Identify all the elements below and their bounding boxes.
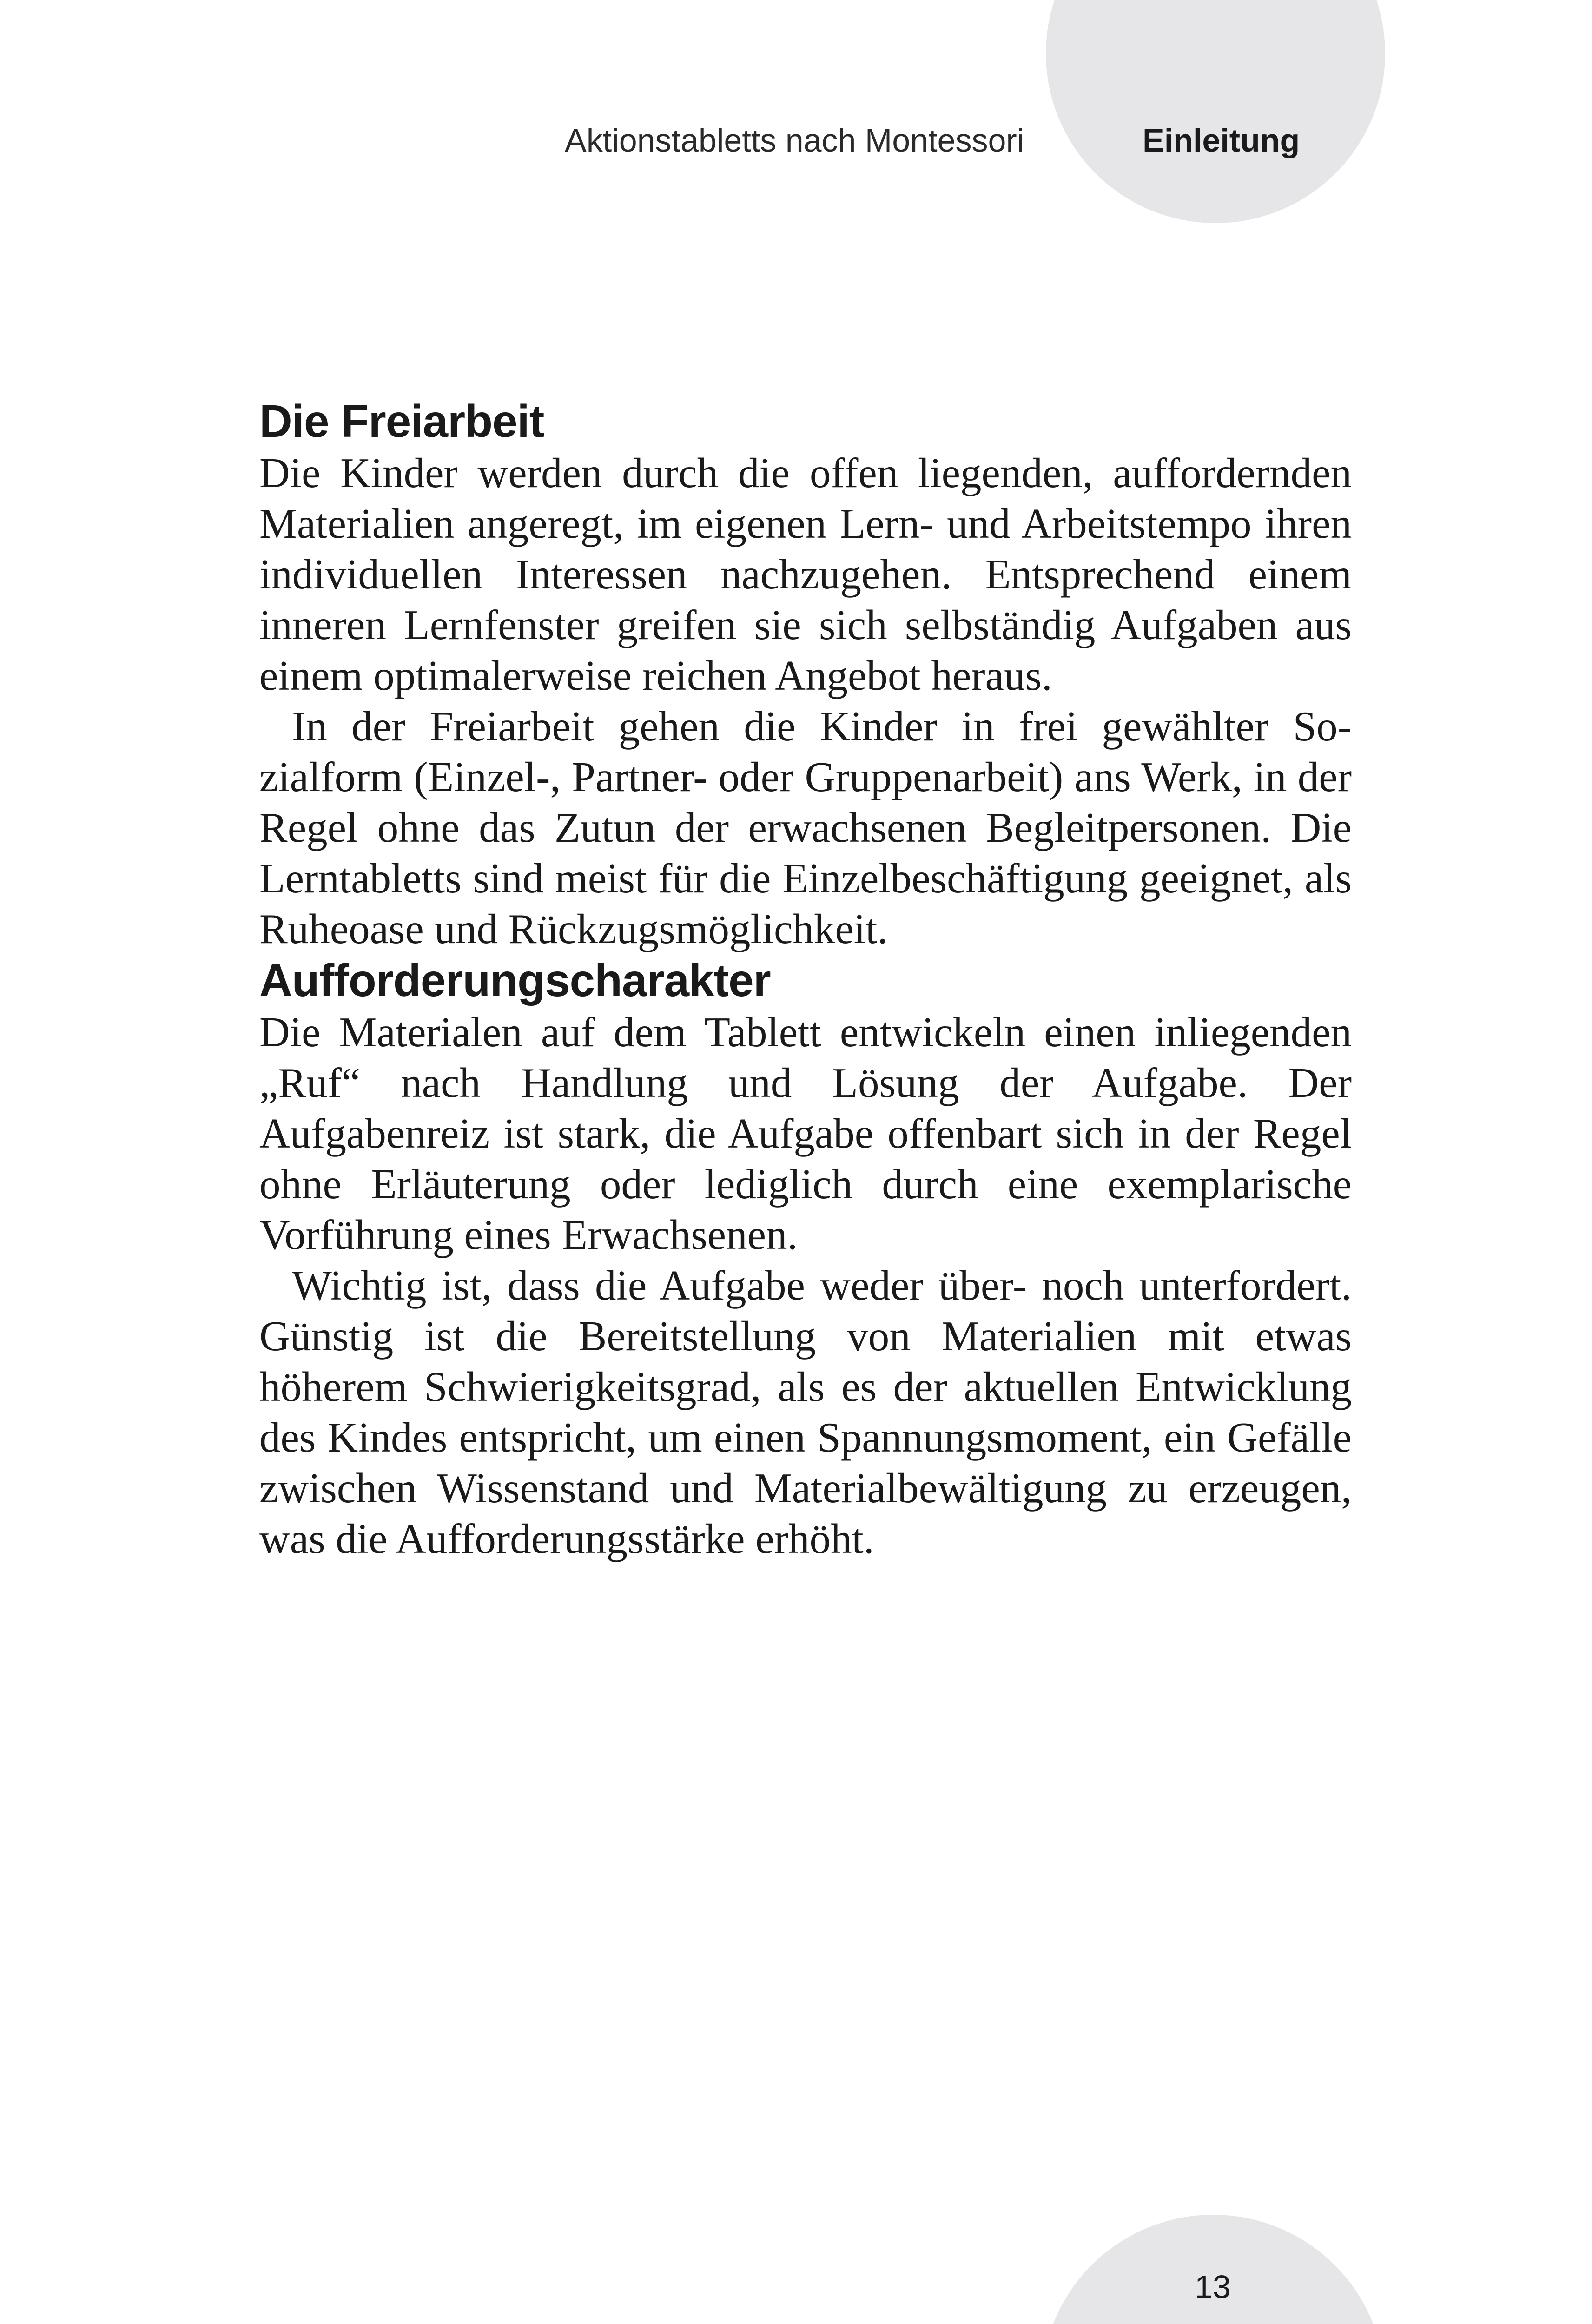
section-heading: Aufforderungscharakter: [259, 955, 771, 1006]
paragraph: Die Materialen auf dem Tablett entwickeln einen inliegenden „Ruf“ nach Handlung und Lösung der Aufgabe. Der Aufgabenreiz ist stark, die Aufgabe offenbart sich in der Regel ohne Erläuterung oder lediglich durch eine exemplarische Vorführung eines Erwachsenen.: [259, 1009, 1352, 1258]
header-tab-circle: [1046, 0, 1385, 223]
paragraph: In der Freiarbeit gehen die Kinder in frei gewählter Sozialform (Einzel-, Partner- oder Gruppenarbeit) ans Werk, in der Regel ohne das Zutun der erwachsenen Begleitpersonen. Die Lerntabletts sind meist für die Einzelbeschäftigung geeignet, als Ruheoase und Rückzugsmöglichkeit.: [259, 703, 1352, 952]
page-content: [259, 395, 1352, 1564]
paragraph: Wichtig ist, dass die Aufgabe weder über- noch unterfordert. Günstig ist die Bereitstellung von Materialien mit etwas höherem Schwierigkeitsgrad, als es der aktuellen Entwicklung des Kindes entspricht, um einen Spannungsmoment, ein Gefälle zwischen Wissenstand und Materialbewältigung zu erzeugen, was die Aufforderungsstärke erhöht.: [259, 1262, 1352, 1562]
page-number: 13: [1195, 2269, 1231, 2305]
section-tab-label: Einleitung: [1143, 122, 1300, 158]
paragraph: Die Kinder werden durch die offen liegenden, auffordernden Materialien angeregt, im eigenen Lern- und Arbeitstempo ihren individuellen Interessen nachzugehen. Entsprechend einem inneren Lernfenster greifen sie sich selbständig Aufgaben aus einem optimalerweise reichen Angebot heraus.: [259, 449, 1352, 699]
section-heading: Die Freiarbeit: [259, 396, 544, 447]
running-title: Aktionstabletts nach Montessori: [565, 122, 1024, 158]
